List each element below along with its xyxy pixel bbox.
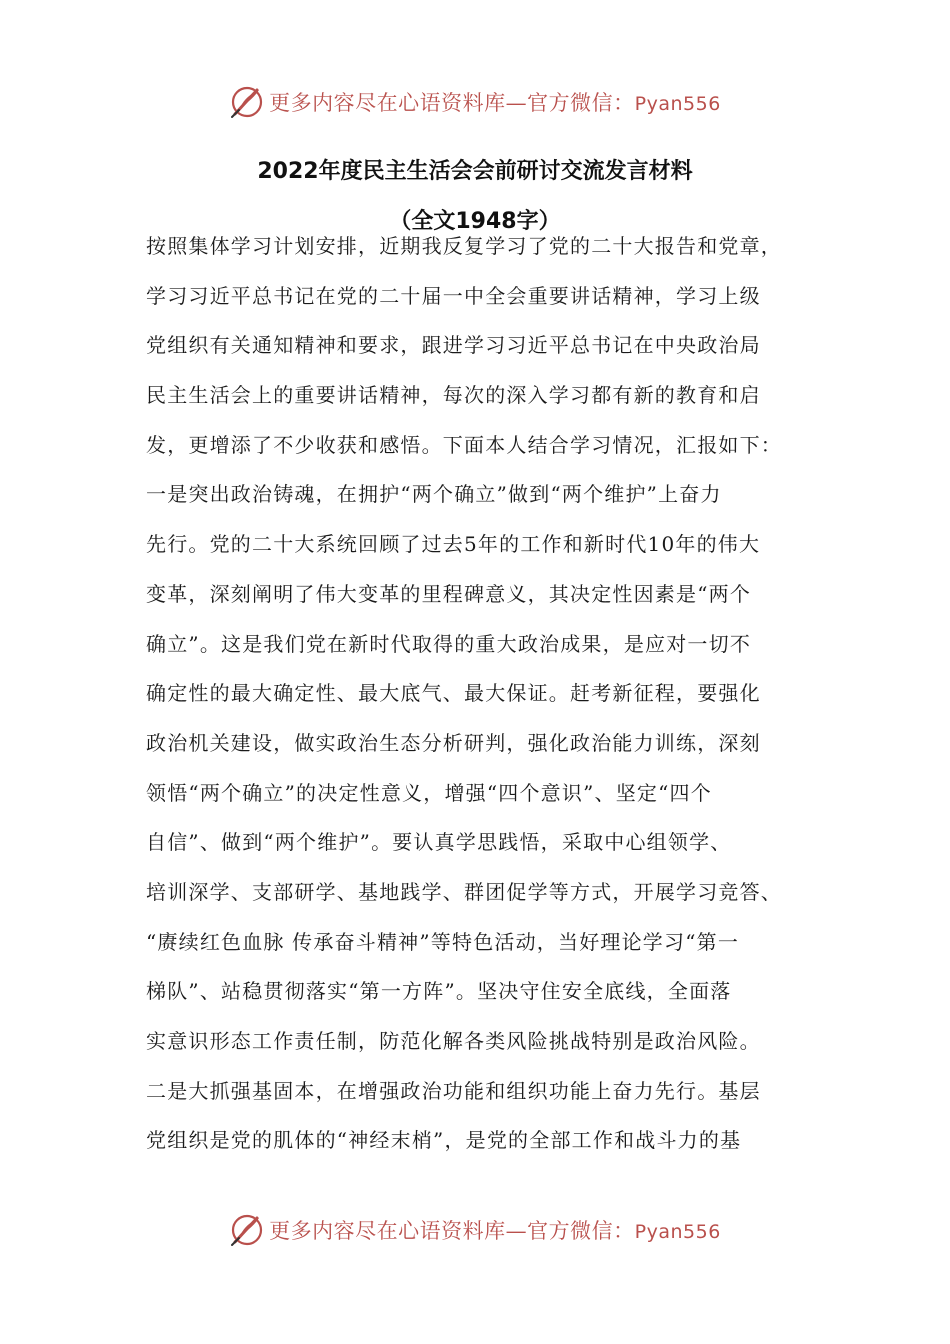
footer-banner [0,1208,950,1252]
header-banner-text [269,87,721,117]
body-line: 党组织是党的肌体的“神经末梢”，是党的全部工作和战斗力的基 [146,1128,742,1153]
footer-banner-text [269,1215,721,1245]
footer-banner-wechat-id: Pyan556 [634,1221,721,1243]
body-line: 学习习近平总书记在党的二十届一中全会重要讲话精神，学习上级 [146,283,761,308]
body-line: 党组织有关通知精神和要求，跟进学习习近平总书记在中央政治局 [146,333,761,358]
quill-pen-logo-icon [229,84,265,120]
body-line: 梯队”、站稳贯彻落实“第一方阵”。坚决守住安全底线，全面落 [146,979,732,1004]
body-line: 自信”、做到“两个维护”。要认真学思践悟，采取中心组领学、 [146,830,732,855]
body-line: 按照集体学习计划安排，近期我反复学习了党的二十大报告和党章， [146,234,782,258]
footer-banner-cn: 更多内容尽在心语资料库—官方微信： [269,1219,635,1243]
body-line: 二是大抓强基固本，在增强政治功能和组织功能上奋力先行。基层 [146,1078,761,1103]
document-body [146,222,826,1166]
body-line: 民主生活会上的重要讲话精神，每次的深入学习都有新的教育和启 [146,383,761,408]
body-line: 培训深学、支部研学、基地践学、群团促学等方式，开展学习竞答、 [146,879,782,904]
body-line: 政治机关建设，做实政治生态分析研判，强化政治能力训练，深刻 [146,730,761,755]
body-line: “赓续红色血脉 传承奋斗精神”等特色活动，当好理论学习“第一 [146,929,740,954]
header-banner-cn: 更多内容尽在心语资料库—官方微信： [269,91,635,115]
body-line: 先行。党的二十大系统回顾了过去5年的工作和新时代10年的伟大 [146,532,761,557]
body-line: 一是突出政治铸魂，在拥护“两个确立”做到“两个维护”上奋力 [146,482,722,507]
page-subtitle: （全文1948字） [389,209,561,234]
body-line: 领悟“两个确立”的决定性意义，增强“四个意识”、坚定“四个 [146,780,712,805]
body-line: 确立”。这是我们党在新时代取得的重大政治成果，是应对一切不 [146,631,752,656]
body-line: 实意识形态工作责任制，防范化解各类风险挑战特别是政治风险。 [146,1029,761,1053]
page-title: 2022年度民主生活会会前研讨交流发言材料 [257,159,693,184]
body-line: 变革，深刻阐明了伟大变革的里程碑意义，其决定性因素是“两个 [146,581,752,606]
body-line: 发，更增添了不少收获和感悟。下面本人结合学习情况，汇报如下： [146,432,782,457]
quill-pen-logo-icon [229,1212,265,1248]
header-banner-wechat-id: Pyan556 [634,93,721,115]
body-line: 确定性的最大确定性、最大底气、最大保证。赶考新征程，要强化 [146,681,761,706]
header-banner [0,80,950,124]
